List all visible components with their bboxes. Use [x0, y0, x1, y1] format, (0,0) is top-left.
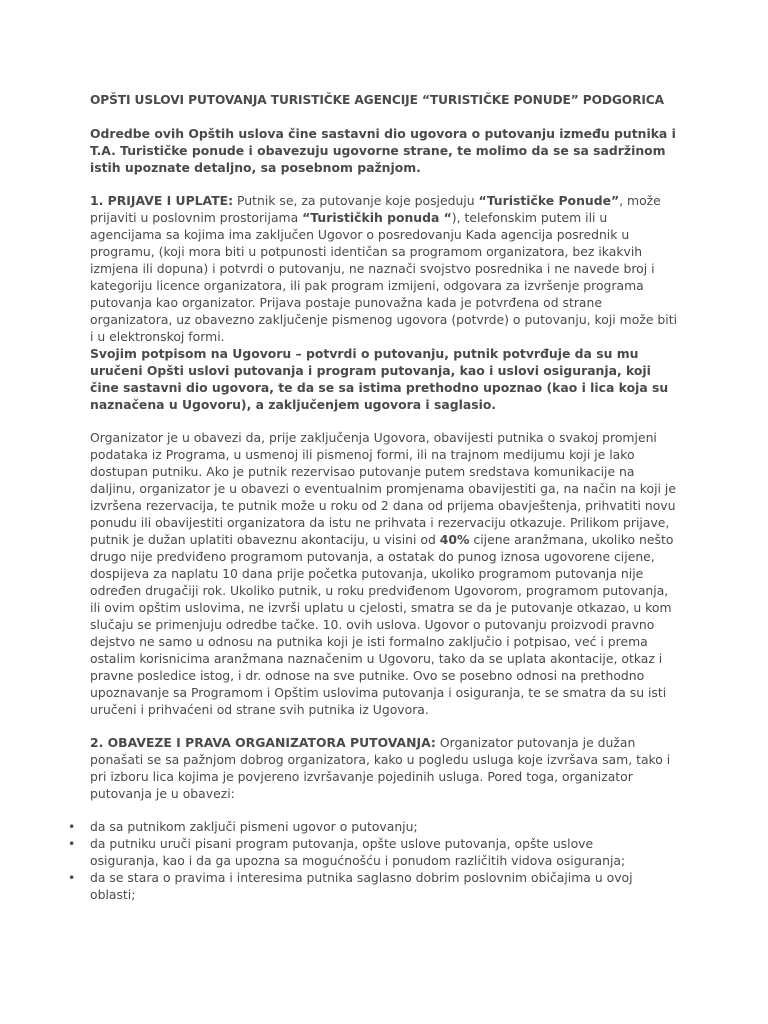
paragraph2-body [90, 429, 682, 718]
section1-text-b: , može prijaviti u poslovnim prostorijama [90, 193, 661, 225]
section1-text-a: Putnik se, za putovanje koje posjeduju [233, 193, 479, 208]
section1-bold-note: Svojim potpisom na Ugovoru – potvrdi o putovanju, putnik potvrđuje da su mu uručeni Opšti uslovi putovanja i program putovanja, kao i uslovi osiguranja, koji čine sastavni dio ugovora, te da se sa istima prethodno upoznao (kao i lica koja su naznačena u Ugovoru), a zaključenjem ugovora i saglasio. [90, 346, 669, 412]
paragraph2-text-b: cijene aranžmana, ukoliko nešto drugo nije predviđeno programom putovanja, a ostatak do punog iznosa ugovorene cijene, dospijeva za naplatu 10 dana prije početka putovanja, ukoliko programom putovanja nije određen drugačiji rok. Ukoliko putnik, u roku predviđenom Ugovorom, programom putovanja, ili ovim opštim uslovima, ne izvrši uplatu u cjelosti, smatra se da je putovanje otkazao, u kom slučaju se primenjuju odredbe tačke. 10. ovih uslova. Ugovor o putovanju proizvodi pravno dejstvo ne samo u odnosu na putnika koji je isti formalno zaključio i potpisao, već i prema ostalim korisnicima aranžmana naznačenim u Ugovoru, tako da se uplata akontacije, otkaz i pravne posledice istog, i dr. odnose na sve putnike. Ovo se posebno odnosi na prethodno upoznavanje sa Programom i Opštim uslovima putovanja i osiguranja, te se smatra da su isti uručeni i prihvaćeni od strane svih putnika iz Ugovora. [90, 532, 674, 717]
list-item [68, 818, 660, 835]
intro-paragraph: Odredbe ovih Opštih uslova čine sastavni dio ugovora o putovanju između putnika i T.A. Turističke ponude i obavezuju ugovorne strane, te molimo da se sa sadržinom istih upoznate detaljno, sa posebnom pažnjom. [90, 126, 676, 175]
section1-body [90, 192, 682, 345]
list-item [68, 835, 660, 869]
bullet-icon: • [68, 870, 76, 885]
document-title: OPŠTI USLOVI PUTOVANJA TURISTIČKE AGENCIJE “TURISTIČKE PONUDE” PODGORICA [90, 93, 664, 107]
section2-text: Organizator putovanja je dužan ponašati se sa pažnjom dobrog organizatora, kako u pogledu usluga koje izvršava sam, tako i pri izboru lica kojima je povjereno izvršavanje pojedinih usluga. Pored toga, organizator putovanja je u obavezi: [90, 735, 671, 801]
bullet-icon: • [68, 819, 76, 834]
organizer-obligations-paragraph [90, 429, 682, 718]
deposit-percentage: 40% [439, 532, 470, 547]
section2-body [90, 734, 682, 802]
list-item [68, 869, 660, 903]
section1-heading: 1. PRIJAVE I UPLATE: [90, 193, 234, 208]
list-item-text: da sa putnikom zaključi pismeni ugovor o putovanju; [90, 819, 418, 834]
section-obaveze-organizatora [68, 734, 682, 903]
list-item-text: da putniku uruči pisani program putovanja, opšte uslove putovanja, opšte uslove osiguranja, kao i da ga upozna sa mogućnošću i ponudom različitih vidova osiguranja; [90, 836, 626, 868]
section1-bold-b: “Turističkih ponuda “ [302, 210, 452, 225]
paragraph2-text-a: Organizator je u obavezi da, prije zaključenja Ugovora, obavijesti putnika o svakoj promjeni podataka iz Programa, u usmenoj ili pismenoj formi, ili na trajnom medijumu koji je lako dostupan putniku. Ako je putnik rezervisao putovanje putem sredstava komunikacije na daljinu, organizator je u obavezi o eventualnim promjenama obavijestiti ga, na način na koji je izvršena rezervacija, te putnik može u roku od 2 dana od prijema obavještenja, prihvatiti novu ponudu ili obavijestiti organizatora da istu ne prihvata i rezervaciju otkazuje. Prilikom prijave, putnik je dužan uplatiti obaveznu akontaciju, u visini od [90, 430, 676, 547]
section1-bold-a: “Turističke Ponude” [478, 193, 620, 208]
obligations-list [68, 818, 660, 903]
list-item-text: da se stara o pravima i interesima putnika saglasno dobrim poslovnim običajima u ovoj oblasti; [90, 870, 633, 902]
section2-heading: 2. OBAVEZE I PRAVA ORGANIZATORA PUTOVANJA: [90, 735, 436, 750]
section-prijave-i-uplate [90, 192, 682, 413]
bullet-icon: • [68, 836, 76, 851]
section1-text-c: ), telefonskim putem ili u agencijama sa kojima ima zaključen Ugovor o posredovanju Kada agencija posrednik u programu, (koji mora biti u potpunosti identičan sa programom organizatora, bez ikakvih izmjena ili dopuna) i potvrdi o putovanju, ne naznači svojstvo posrednika i ne navede broj i kategoriju licence organizatora, ili pak program izmijeni, odgovara za izvršenje programa putovanja kao organizator. Prijava postaje punovažna kada je potvrđena od strane organizatora, uz obavezno zaključenje pismenog ugovora (potvrde) o putovanju, koji može biti i u elektronskoj formi. [90, 210, 678, 344]
